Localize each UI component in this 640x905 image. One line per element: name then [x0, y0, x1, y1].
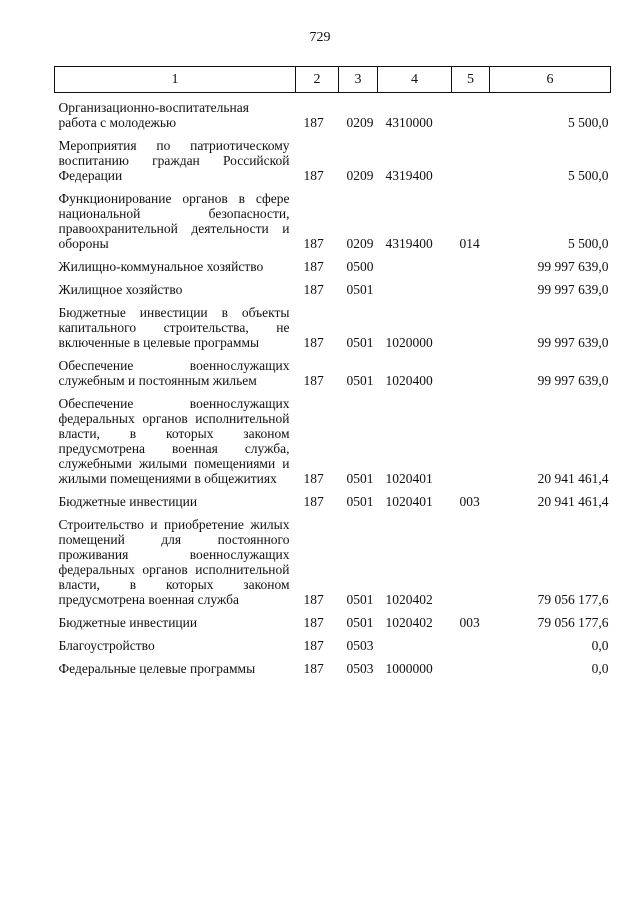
row-col4-cell: 4310000: [385, 115, 433, 130]
row-col5-cell: [452, 251, 490, 274]
row-name-cell: Бюджетные инвестиции в объекты капитального строительства, не включенные в целевые программы: [58, 305, 290, 350]
column-header-4: 4: [378, 67, 452, 93]
table-row: [55, 183, 611, 251]
row-col4-cell: 1020402: [385, 615, 433, 630]
row-col5-cell: [452, 350, 490, 388]
row-col4-cell: 1020000: [385, 335, 433, 350]
row-col3-cell: 0500: [346, 259, 374, 274]
row-name-cell: Обеспечение военнослужащих федеральных органов исполнительной власти, в которых законом предусмотрена военная служба, служебными жилыми помещениями и жилыми помещениями в общежитиях: [58, 396, 290, 486]
row-col3-cell: 0209: [346, 236, 374, 251]
table-row: [55, 509, 611, 607]
row-name-cell: Жилищное хозяйство: [58, 282, 183, 297]
row-col3-cell: 0501: [346, 615, 374, 630]
row-col3-cell: 0501: [346, 282, 374, 297]
table-row: [55, 93, 611, 131]
row-col5-cell: [452, 93, 490, 131]
row-col2-cell: 187: [303, 661, 324, 676]
row-col4-cell: 1020401: [385, 471, 433, 486]
row-col5-cell: [452, 653, 490, 676]
row-col2-cell: 187: [303, 259, 324, 274]
row-col2-cell: 187: [303, 638, 324, 653]
row-name-cell: Обеспечение военнослужащих служебным и постоянным жильем: [58, 358, 290, 388]
row-col2-cell: 187: [303, 615, 324, 630]
row-amount-cell: 5 500,0: [568, 115, 609, 130]
row-col2-cell: 187: [303, 282, 324, 297]
row-col4-cell: 1020400: [385, 373, 433, 388]
budget-table: [54, 66, 611, 676]
row-col2-cell: 187: [303, 592, 324, 607]
row-name-cell: Бюджетные инвестиции: [58, 494, 198, 509]
row-amount-cell: 5 500,0: [568, 236, 609, 251]
row-col5-cell: [452, 297, 490, 350]
row-col5-cell: [452, 274, 490, 297]
row-name-cell: Федеральные целевые программы: [58, 661, 256, 676]
column-header-3: 3: [339, 67, 378, 93]
row-name-cell: Бюджетные инвестиции: [58, 615, 198, 630]
row-col2-cell: 187: [303, 115, 324, 130]
row-amount-cell: 20 941 461,4: [537, 471, 609, 486]
row-amount-cell: 99 997 639,0: [537, 282, 609, 297]
row-amount-cell: 79 056 177,6: [537, 592, 609, 607]
row-name-cell: Организационно-воспитательная работа с молодежью: [58, 100, 249, 130]
row-col4-cell: 1020402: [385, 592, 433, 607]
table-row: [55, 274, 611, 297]
row-amount-cell: 79 056 177,6: [537, 615, 609, 630]
row-col5-cell: 003: [459, 494, 480, 509]
row-col4-cell: 4319400: [385, 168, 433, 183]
row-col5-cell: [452, 509, 490, 607]
row-col2-cell: 187: [303, 335, 324, 350]
row-col3-cell: 0501: [346, 494, 374, 509]
column-header-6: 6: [490, 67, 611, 93]
row-col4-cell: 1000000: [385, 661, 433, 676]
row-col2-cell: 187: [303, 373, 324, 388]
page-number: 729: [309, 30, 331, 45]
row-col3-cell: 0501: [346, 335, 374, 350]
table-row: [55, 130, 611, 183]
row-col5-cell: [452, 630, 490, 653]
table-header: [55, 67, 611, 93]
row-amount-cell: 0,0: [591, 661, 609, 676]
table-row: [55, 486, 611, 509]
header-row: [55, 67, 611, 93]
row-amount-cell: 99 997 639,0: [537, 259, 609, 274]
row-col3-cell: 0501: [346, 471, 374, 486]
row-amount-cell: 0,0: [591, 638, 609, 653]
row-col5-cell: [452, 130, 490, 183]
row-name-cell: Мероприятия по патриотическому воспитанию граждан Российской Федерации: [58, 138, 290, 183]
row-amount-cell: 5 500,0: [568, 168, 609, 183]
row-name-cell: Жилищно-коммунальное хозяйство: [58, 259, 264, 274]
table-row: [55, 350, 611, 388]
row-col5-cell: 014: [459, 236, 480, 251]
row-col4-cell: 4319400: [385, 236, 433, 251]
row-amount-cell: 20 941 461,4: [537, 494, 609, 509]
column-header-2: 2: [296, 67, 339, 93]
table-row: [55, 297, 611, 350]
row-col3-cell: 0501: [346, 373, 374, 388]
column-header-1: 1: [55, 67, 296, 93]
table-row: [55, 388, 611, 486]
row-col2-cell: 187: [303, 471, 324, 486]
row-col3-cell: 0209: [346, 168, 374, 183]
budget-table-container: [54, 66, 610, 676]
row-amount-cell: 99 997 639,0: [537, 335, 609, 350]
row-col2-cell: 187: [303, 168, 324, 183]
row-col5-cell: [452, 388, 490, 486]
row-col3-cell: 0503: [346, 638, 374, 653]
row-col4-cell: 1020401: [385, 494, 433, 509]
table-body: [55, 93, 611, 677]
row-col4-cell: [378, 251, 452, 274]
table-row: [55, 251, 611, 274]
column-header-5: 5: [452, 67, 490, 93]
table-row: [55, 607, 611, 630]
row-name-cell: Строительство и приобретение жилых помещений для постоянного проживания военнослужащих федеральных органов исполнительной власти, в которых законом предусмотрена военная служба: [58, 517, 290, 607]
row-col3-cell: 0503: [346, 661, 374, 676]
row-col2-cell: 187: [303, 236, 324, 251]
row-col2-cell: 187: [303, 494, 324, 509]
table-row: [55, 630, 611, 653]
row-name-cell: Благоустройство: [58, 638, 155, 653]
row-col4-cell: [378, 630, 452, 653]
table-row: [55, 653, 611, 676]
row-col3-cell: 0209: [346, 115, 374, 130]
row-col5-cell: 003: [459, 615, 480, 630]
row-name-cell: Функционирование органов в сфере национальной безопасности, правоохранительной деятельности и обороны: [58, 191, 290, 251]
row-col3-cell: 0501: [346, 592, 374, 607]
row-col4-cell: [378, 274, 452, 297]
row-amount-cell: 99 997 639,0: [537, 373, 609, 388]
